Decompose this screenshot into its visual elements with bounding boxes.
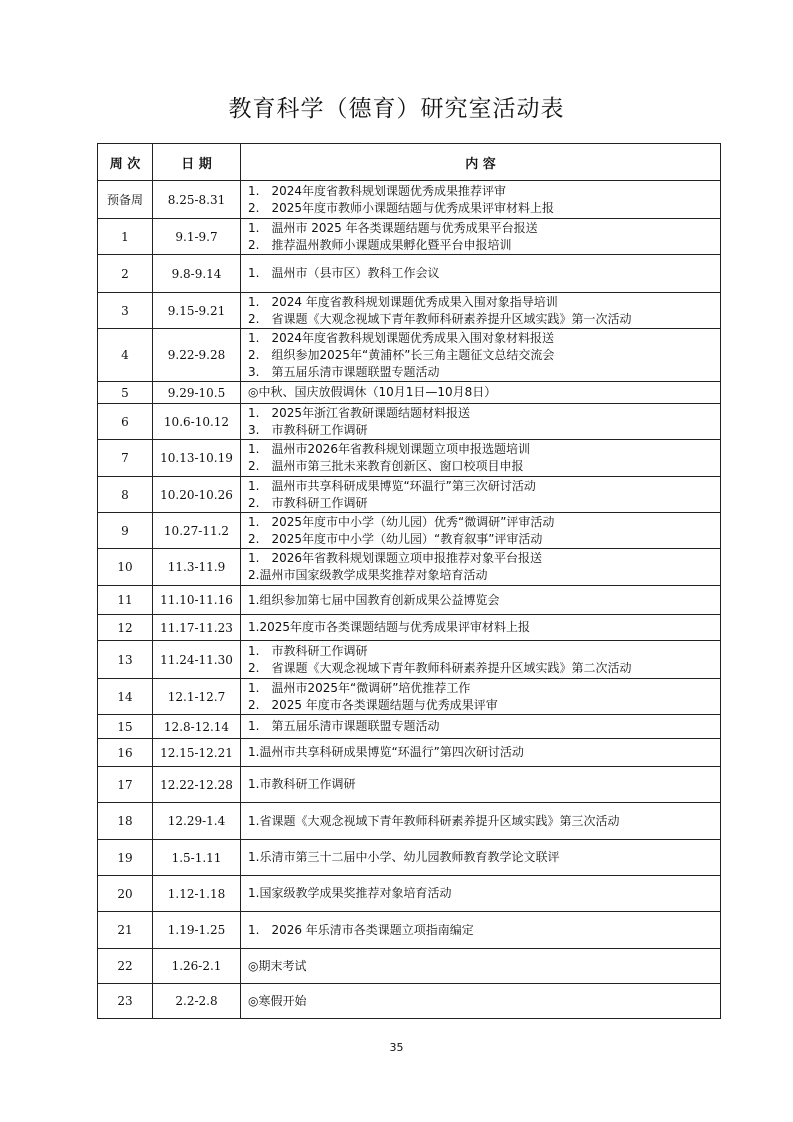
content-cell xyxy=(241,984,721,1019)
week-cell: 1 xyxy=(98,219,153,255)
content-item: ◎中秋、国庆放假调休（10月1日—10月8日） xyxy=(248,385,497,399)
content-item: 2. 温州市第三批未来教育创新区、窗口校项目申报 xyxy=(248,459,524,473)
week-cell: 12 xyxy=(98,615,153,641)
week-cell: 2 xyxy=(98,255,153,293)
content-item: 3. 市教科研工作调研 xyxy=(248,422,368,437)
content-cell xyxy=(241,949,721,984)
content-item: 2. 组织参加2025年“黄浦杯”长三角主题征文总结交流会 xyxy=(248,347,555,362)
table-row xyxy=(98,329,721,382)
date-cell: 12.22-12.28 xyxy=(153,767,241,803)
date-cell: 8.25-8.31 xyxy=(153,181,241,219)
week-cell: 11 xyxy=(98,586,153,615)
table-row xyxy=(98,549,721,586)
table-row xyxy=(98,803,721,840)
table-row xyxy=(98,641,721,679)
table-row xyxy=(98,715,721,739)
week-cell: 预备周 xyxy=(98,181,153,219)
date-cell: 9.8-9.14 xyxy=(153,255,241,293)
date-cell: 10.20-10.26 xyxy=(153,477,241,513)
table-row xyxy=(98,615,721,641)
content-cell xyxy=(241,679,721,715)
week-cell: 3 xyxy=(98,293,153,329)
week-cell: 17 xyxy=(98,767,153,803)
table-row xyxy=(98,739,721,767)
table-row xyxy=(98,984,721,1019)
week-cell: 15 xyxy=(98,715,153,739)
content-item: ◎寒假开始 xyxy=(248,993,307,1008)
content-item: 1.温州市共享科研成果博览“环温行”第四次研讨活动 xyxy=(248,745,524,759)
content-cell xyxy=(241,803,721,840)
date-cell: 9.22-9.28 xyxy=(153,329,241,382)
table-row xyxy=(98,679,721,715)
week-cell: 13 xyxy=(98,641,153,679)
table-row xyxy=(98,219,721,255)
week-cell: 21 xyxy=(98,912,153,949)
content-item: 1.省课题《大观念视域下青年教师科研素养提升区域实践》第三次活动 xyxy=(248,813,620,828)
content-cell xyxy=(241,715,721,739)
date-cell: 10.13-10.19 xyxy=(153,440,241,477)
week-cell: 20 xyxy=(98,876,153,912)
activity-table xyxy=(97,143,721,1019)
content-cell xyxy=(241,615,721,641)
content-cell xyxy=(241,219,721,255)
date-cell: 12.1-12.7 xyxy=(153,679,241,715)
table-body xyxy=(98,181,721,1019)
table-row xyxy=(98,477,721,513)
content-cell xyxy=(241,767,721,803)
table-row xyxy=(98,293,721,329)
table-row xyxy=(98,513,721,549)
content-item: 1. 2025年度市中小学（幼儿园）优秀“微调研”评审活动 xyxy=(248,514,555,529)
content-cell xyxy=(241,382,721,404)
table-row xyxy=(98,181,721,219)
content-item: 2. 省课题《大观念视域下青年教师科研素养提升区域实践》第一次活动 xyxy=(248,311,632,326)
content-item: 1. 第五届乐清市课题联盟专题活动 xyxy=(248,719,440,733)
date-cell: 9.1-9.7 xyxy=(153,219,241,255)
header-week: 周 次 xyxy=(98,144,153,181)
page-number: 35 xyxy=(389,1041,404,1054)
table-row xyxy=(98,876,721,912)
date-cell: 2.2-2.8 xyxy=(153,984,241,1019)
date-cell: 11.3-11.9 xyxy=(153,549,241,586)
date-cell: 10.27-11.2 xyxy=(153,513,241,549)
content-cell xyxy=(241,477,721,513)
content-item: 2. 省课题《大观念视域下青年教师科研素养提升区域实践》第二次活动 xyxy=(248,660,632,675)
content-item: 2. 2025年度市中小学（幼儿园）“教育叙事”评审活动 xyxy=(248,531,543,546)
week-cell: 22 xyxy=(98,949,153,984)
week-cell: 18 xyxy=(98,803,153,840)
table-row xyxy=(98,404,721,440)
week-cell: 8 xyxy=(98,477,153,513)
content-cell xyxy=(241,549,721,586)
page-title: 教育科学（德育）研究室活动表 xyxy=(228,96,565,122)
content-item: 1. 温州市 2025 年各类课题结题与优秀成果平台报送 xyxy=(248,220,538,235)
table-row xyxy=(98,255,721,293)
header-date: 日 期 xyxy=(153,144,241,181)
content-item: 1. 市教科研工作调研 xyxy=(248,643,368,658)
week-cell: 6 xyxy=(98,404,153,440)
date-cell: 1.12-1.18 xyxy=(153,876,241,912)
content-item: 1. 2025年浙江省教研课题结题材料报送 xyxy=(248,405,470,420)
header-content: 内 容 xyxy=(241,144,721,181)
content-cell xyxy=(241,840,721,876)
table-header-row xyxy=(98,144,721,181)
content-cell xyxy=(241,513,721,549)
date-cell: 9.15-9.21 xyxy=(153,293,241,329)
table-row xyxy=(98,949,721,984)
date-cell: 11.24-11.30 xyxy=(153,641,241,679)
content-item: 1.国家级教学成果奖推荐对象培育活动 xyxy=(248,886,452,900)
content-item: 3. 第五届乐清市课题联盟专题活动 xyxy=(248,364,440,379)
date-cell: 12.8-12.14 xyxy=(153,715,241,739)
week-cell: 16 xyxy=(98,739,153,767)
content-item: 1. 2026年省教科规划课题立项申报推荐对象平台报送 xyxy=(248,551,542,565)
content-item: 1. 温州市2025年“微调研”培优推荐工作 xyxy=(248,680,471,695)
date-cell: 11.10-11.16 xyxy=(153,586,241,615)
table-row xyxy=(98,912,721,949)
content-item: 1. 2024年度省教科规划课题优秀成果入围对象材料报送 xyxy=(248,330,554,345)
week-cell: 5 xyxy=(98,382,153,404)
content-item: 1. 2026 年乐清市各类课题立项指南编定 xyxy=(248,922,474,937)
content-item: 1.组织参加第七届中国教育创新成果公益博览会 xyxy=(248,592,500,607)
content-item: 2.温州市国家级教学成果奖推荐对象培育活动 xyxy=(248,568,488,582)
content-item: 1. 2024年度省教科规划课题优秀成果推荐评审 xyxy=(248,183,506,198)
content-cell xyxy=(241,404,721,440)
content-cell xyxy=(241,440,721,477)
date-cell: 9.29-10.5 xyxy=(153,382,241,404)
date-cell: 12.15-12.21 xyxy=(153,739,241,767)
table-row xyxy=(98,840,721,876)
week-cell: 23 xyxy=(98,984,153,1019)
content-item: ◎期末考试 xyxy=(248,958,307,973)
content-item: 2. 2025年度市教师小课题结题与优秀成果评审材料上报 xyxy=(248,200,554,215)
content-item: 1. 2024 年度省教科规划课题优秀成果入围对象指导培训 xyxy=(248,294,558,309)
content-item: 2. 市教科研工作调研 xyxy=(248,495,368,510)
date-cell: 11.17-11.23 xyxy=(153,615,241,641)
week-cell: 19 xyxy=(98,840,153,876)
week-cell: 14 xyxy=(98,679,153,715)
table-row xyxy=(98,382,721,404)
content-cell xyxy=(241,181,721,219)
content-item: 1.2025年度市各类课题结题与优秀成果评审材料上报 xyxy=(248,620,530,634)
content-item: 1. 温州市（县市区）教科工作会议 xyxy=(248,266,440,280)
content-cell xyxy=(241,876,721,912)
content-cell xyxy=(241,641,721,679)
date-cell: 1.5-1.11 xyxy=(153,840,241,876)
date-cell: 12.29-1.4 xyxy=(153,803,241,840)
week-cell: 9 xyxy=(98,513,153,549)
content-cell xyxy=(241,739,721,767)
content-cell xyxy=(241,255,721,293)
table-row xyxy=(98,440,721,477)
content-cell xyxy=(241,912,721,949)
content-cell xyxy=(241,586,721,615)
date-cell: 1.26-2.1 xyxy=(153,949,241,984)
table-row xyxy=(98,586,721,615)
content-item: 1. 温州市共享科研成果博览“环温行”第三次研讨活动 xyxy=(248,478,536,493)
date-cell: 1.19-1.25 xyxy=(153,912,241,949)
week-cell: 10 xyxy=(98,549,153,586)
content-item: 1.市教科研工作调研 xyxy=(248,777,356,791)
content-item: 1. 温州市2026年省教科规划课题立项申报选题培训 xyxy=(248,442,530,456)
table-row xyxy=(98,767,721,803)
content-cell xyxy=(241,293,721,329)
week-cell: 4 xyxy=(98,329,153,382)
date-cell: 10.6-10.12 xyxy=(153,404,241,440)
content-item: 2. 推荐温州教师小课题成果孵化暨平台申报培训 xyxy=(248,237,512,252)
content-item: 2. 2025 年度市各类课题结题与优秀成果评审 xyxy=(248,697,498,712)
content-item: 1.乐清市第三十二届中小学、幼儿园教师教育教学论文联评 xyxy=(248,850,560,864)
week-cell: 7 xyxy=(98,440,153,477)
content-cell xyxy=(241,329,721,382)
